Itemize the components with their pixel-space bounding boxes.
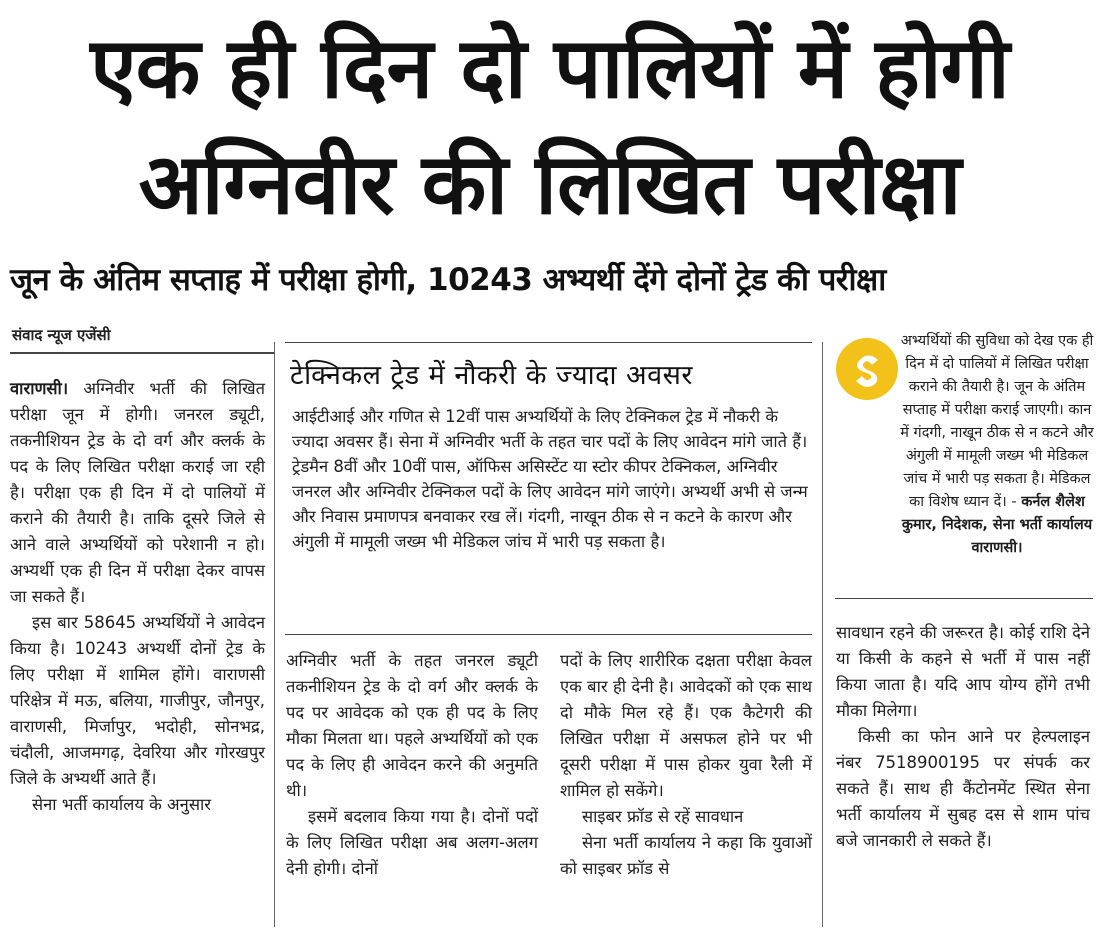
column-1-text-1: अग्निवीर भर्ती की लिखित परीक्षा जून में होगी। जनरल ड्यूटी, तकनीशियन ट्रेड के दो वर्ग और क्लर्क के पद के लिए लिखित परीक्षा कराई जा रही है। परीक्षा एक ही दिन में दो पालियों में कराने की तैयारी है। ताकि दूसरे जिले से आने वाले अभ्यर्थियों को परेशानी न हो। अभ्यर्थी एक ही दिन में परीक्षा देकर वापस जा सकते हैं। xyxy=(10,379,265,606)
amar-ujala-logo-icon xyxy=(836,338,898,400)
column-divider xyxy=(822,342,823,927)
column-1-paragraph-2: इस बार 58645 अभ्यर्थियों ने आवेदन किया है। 10243 अभ्यर्थी दोनों ट्रेड के लिए परीक्षा में शामिल होंगे। वाराणसी परिक्षेत्र में मऊ, बलिया, गाजीपुर, जौनपुर, वाराणसी, मिर्जापुर, भदोही, सोनभद्र, चंदौली, आजमगढ़, देवरिया और गोरखपुर जिले के अभ्यर्थी आते हैं। xyxy=(10,613,265,788)
column-1-paragraph-3: सेना भर्ती कार्यालय के अनुसार xyxy=(32,795,211,814)
column-2-paragraph-2: इसमें बदलाव किया गया है। दोनों पदों के लिए लिखित परीक्षा अब अलग-अलग देनी होगी। दोनों xyxy=(286,807,538,878)
column-divider xyxy=(274,342,275,927)
column-1 xyxy=(10,376,265,818)
column-3-paragraph-2: सेना भर्ती कार्यालय ने कहा कि युवाओं को साइबर फ्रॉड से xyxy=(560,833,812,878)
column-2 xyxy=(286,648,538,882)
column-4-paragraph-2: किसी का फोन आने पर हेल्पलाइन नंबर 7518900195 पर संपर्क कर सकते हैं। साथ ही कैंटोनमेंट स्थित सेना भर्ती कार्यालय में सुबह दस से शाम पांच बजे जानकारी ले सकते हैं। xyxy=(836,727,1090,850)
column-4-paragraph-1: सावधान रहने की जरूरत है। कोई राशि देने या किसी के कहने से भर्ती में पास नहीं किया जाता है। यदि आप योग्य होंगे तभी मौका मिलेगा। xyxy=(836,623,1090,720)
headline-line-2: अग्निवीर की लिखित परीक्षा xyxy=(138,135,961,233)
column-3-paragraph-1: पदों के लिए शारीरिक दक्षता परीक्षा केवल एक बार ही देनी है। आवेदकों को एक साथ दो मौके मिल रहे हैं। एक कैटेगरी की लिखित परीक्षा में असफल होने पर भी दूसरी परीक्षा में पास होकर युवा रैली में शामिल हो सकेंगे। xyxy=(560,651,812,800)
column-2-paragraph-1: अग्निवीर भर्ती के तहत जनरल ड्यूटी तकनीशियन ट्रेड के दो वर्ग और क्लर्क के पद पर आवेदक को एक ही पद के लिए मौका मिलता था। पहले अभ्यर्थियों को एक पद के लिए ही आवेदन करने की अनुमति थी। xyxy=(286,651,538,800)
column-3-subhead: साइबर फ्रॉड से रहें सावधान xyxy=(582,807,744,826)
quote-text-top xyxy=(900,330,1094,560)
byline-rule xyxy=(10,352,275,354)
box-rule-top xyxy=(285,342,812,343)
quote-text: अभ्यर्थियों की सुविधा को देख एक ही दिन में दो पालियों में लिखित परीक्षा कराने की तैयारी है। जून के अंतिम सप्ताह में परीक्षा कराई जाएगी। कान में गंदगी, नाखून ठीक से न कटने और अंगुली में मामूली जख्म भी मेडिकल जांच में भारी पड़ सकता है। मेडिकल का विशेष ध्यान दें। - xyxy=(900,333,1094,510)
column-1-paragraph-1 xyxy=(10,376,265,610)
column-4 xyxy=(836,620,1090,854)
quote-rule xyxy=(835,598,1093,599)
dateline: वाराणसी। xyxy=(10,379,69,398)
box-text: आईटीआई और गणित से 12वीं पास अभ्यर्थियों के लिए टेक्निकल ट्रेड में नौकरी के ज्यादा अवसर हैं। सेना में अग्निवीर भर्ती के तहत चार पदों के लिए आवेदन मांगे जाते हैं। ट्रेडमैन 8वीं और 10वीं पास, ऑफिस असिस्टेंट या स्टोर कीपर टेक्निकल, अग्निवीर जनरल और अग्निवीर टेक्निकल पदों के लिए आवेदन मांगे जाएंगे। अभ्यर्थी अभी से जन्म और निवास प्रमाणपत्र बनवाकर रख लें। गंदगी, नाखून ठीक से न कटने के कारण और अंगुली में मामूली जख्म भी मेडिकल जांच में भारी पड़ सकता है। xyxy=(292,407,808,551)
quote-signature: कर्नल शैलेश कुमार, निदेशक, सेना भर्ती कार्यालय वाराणसी। xyxy=(901,494,1093,556)
column-3 xyxy=(560,648,812,882)
box-heading: टेक्निकल ट्रेड में नौकरी के ज्यादा अवसर xyxy=(290,360,693,391)
headline-line-1: एक ही दिन दो पालियों में होगी xyxy=(90,19,1009,117)
subheadline: जून के अंतिम सप्ताह में परीक्षा होगी, 10243 अभ्यर्थी देंगे दोनों ट्रेड की परीक्षा xyxy=(10,262,886,298)
byline: संवाद न्यूज एजेंसी xyxy=(12,326,111,344)
box-rule-bottom xyxy=(285,634,812,635)
